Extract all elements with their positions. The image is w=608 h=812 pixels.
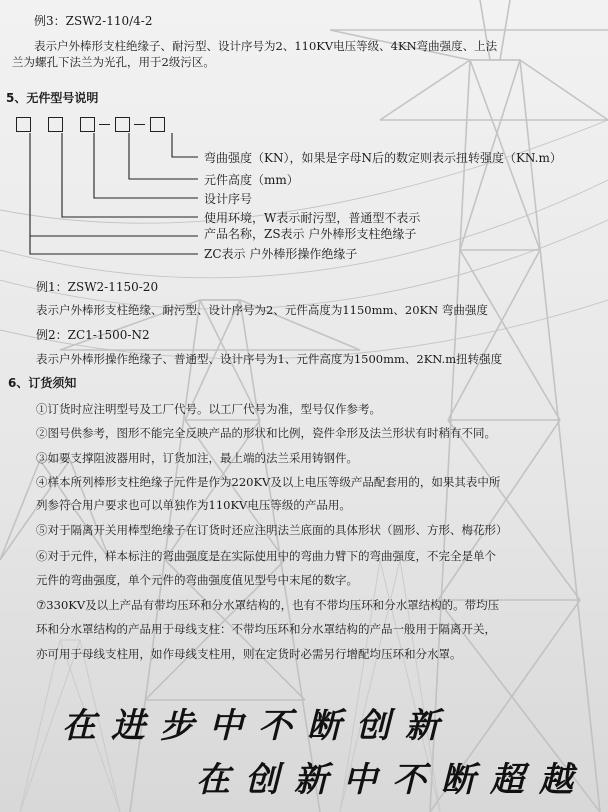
example2-code: 例2：ZC1-1500-N2 [36, 328, 150, 342]
legend-bending-strength: 弯曲强度（KN），如果是字母N后的数定则表示扭转强度（KN.m） [204, 151, 562, 165]
model-code-box-height [115, 117, 130, 132]
model-code-box-environment [48, 117, 63, 132]
model-code-box-product [16, 117, 31, 132]
section5-title: 5、无件型号说明 [6, 91, 99, 105]
model-code-box-design-no [80, 117, 95, 132]
legend-element-height: 元件高度（mm） [204, 173, 299, 187]
model-code-dash [99, 124, 110, 125]
model-code-box-strength [150, 117, 165, 132]
legend-environment: 使用环境，W表示耐污型，普通型不表示 [204, 211, 421, 225]
example3-desc-line1: 表示户外棒形支柱绝缘子、耐污型、设计序号为2、110KV电压等级、4KN弯曲强度、上法 [34, 39, 498, 53]
example2-desc: 表示户外棒形操作绝缘子、普通型、设计序号为1、元件高度为1500mm、2KN.m扭转强度 [36, 352, 503, 366]
order-note-3: ③如要支撑阻波器用时，订货加注，最上端的法兰采用铸钢件。 [36, 451, 358, 465]
example3-desc-line2: 兰为螺孔下法兰为光孔，用于2级污区。 [12, 55, 215, 69]
slogan-line-2: 在创新中不断超越 [196, 760, 588, 800]
model-code-dash [134, 124, 145, 125]
section6-title: 6、订货须知 [8, 376, 77, 390]
legend-zc-type: ZC表示 户外棒形操作绝缘子 [204, 247, 358, 261]
order-note-5: ⑤对于隔离开关用棒型绝缘子在订货时还应注明法兰底面的具体形状（圆形、方形、梅花形） [36, 523, 508, 537]
order-note-7-line1: ⑦330KV及以上产品有带均压环和分水罩结构的，也有不带均压环和分水罩结构的。带均压 [36, 598, 500, 612]
example1-desc: 表示户外棒形支柱绝缘、耐污型、设计序号为2、元件高度为1150mm、20KN 弯曲强度 [36, 303, 488, 317]
example1-code: 例1：ZSW2-1150-20 [36, 280, 159, 294]
order-note-4-line2: 列参符合用户要求也可以单独作为110KV电压等级的产品用。 [36, 498, 351, 512]
legend-product-name: 产品名称，ZS表示 户外棒形支柱绝缘子 [204, 227, 417, 241]
order-note-6-line2: 元件的弯曲强度，单个元件的弯曲强度值见型号中末尾的数字。 [36, 573, 358, 587]
order-note-7-line2: 环和分水罩结构的产品用于母线支柱：不带均压环和分水罩结构的产品一般用于隔离开关， [36, 622, 496, 636]
order-note-2: ②图号供参考，图形不能完全反映产品的形状和比例，瓷件伞形及法兰形状有时稍有不同。 [36, 426, 496, 440]
slogan-line-1: 在进步中不断创新 [62, 706, 454, 746]
order-note-7-line3: 亦可用于母线支柱用，如作母线支柱用，则在定货时必需另行增配均压环和分水罩。 [36, 647, 462, 661]
example3-code: 例3：ZSW2-110/4-2 [34, 14, 153, 28]
legend-design-serial: 设计序号 [204, 192, 253, 206]
order-note-6-line1: ⑥对于元件，样本标注的弯曲强度是在实际使用中的弯曲力臂下的弯曲强度，不完全是单个 [36, 549, 496, 563]
order-note-4-line1: ④样本所列棒形支柱绝缘子元件是作为220KV及以上电压等级产品配套用的，如果其表中所 [36, 475, 501, 489]
order-note-1: ①订货时应注明型号及工厂代号。以工厂代号为准，型号仅作参考。 [36, 402, 381, 416]
